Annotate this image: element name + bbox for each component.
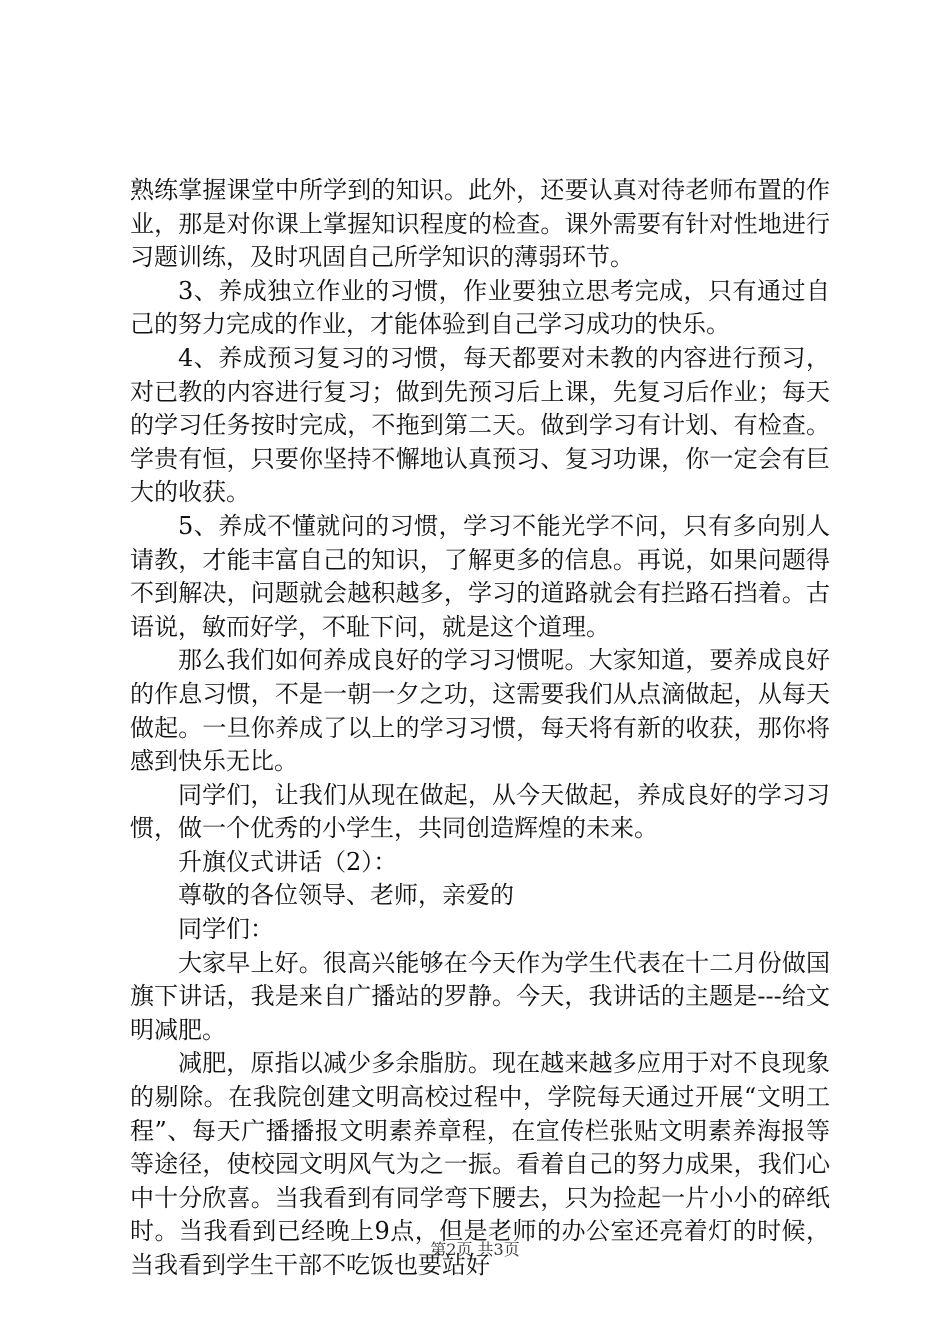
paragraph-weight-loss: 减肥，原指以减少多余脂肪。现在越来越多应用于对不良现象的剔除。在我院创建文明高校过程中，学院每天通过开展“文明工程”、每天广播播报文明素养章程，在宣传栏张贴文明素养海报等等途径，使校园文明风气为之一振。看着自己的努力成果，我们心中十分欣喜。当我看到有同学弯下腰去，只为捡起一片小小的碎纸时。当我看到已经晚上9点，但是老师的办公室还亮着灯的时候，当我看到学生干部不吃饭也要站好 bbox=[130, 1049, 830, 1279]
document-body bbox=[130, 174, 830, 1283]
paragraph-habit-4: 4、养成预习复习的习惯，每天都要对未教的内容进行预习，对已教的内容进行复习；做到先预习后上课，先复习后作业；每天的学习任务按时完成，不拖到第二天。做到学习有计划、有检查。学贵有恒，只要你坚持不懈地认真预习、复习功课，你一定会有巨大的收获。 bbox=[130, 343, 830, 507]
paragraph-continuation: 熟练掌握课堂中所学到的知识。此外，还要认真对待老师布置的作业，那是对你课上掌握知识程度的检查。课外需要有针对性地进行习题训练，及时巩固自己所学知识的薄弱环节。 bbox=[130, 176, 830, 272]
paragraph-how-to: 那么我们如何养成良好的学习习惯呢。大家知道，要养成良好的作息习惯，不是一朝一夕之功，这需要我们从点滴做起，从每天做起。一旦你养成了以上的学习习惯，每天将有新的收获，那你将感到快乐无比。 bbox=[130, 646, 830, 776]
salutation-line-1: 尊敬的各位领导、老师，亲爱的 bbox=[178, 881, 514, 910]
paragraph-habit-5: 5、养成不懂就问的习惯，学习不能光学不问，只有多向别人请教，才能丰富自己的知识，了解更多的信息。再说，如果问题得不到解决，问题就会越积越多，学习的道路就会有拦路石挡着。古语说，敏而好学，不耻下问，就是这个道理。 bbox=[130, 511, 830, 641]
section-heading: 升旗仪式讲话（2）： bbox=[178, 847, 398, 876]
paragraph-call-to-action: 同学们，让我们从现在做起，从今天做起，养成良好的学习习惯，做一个优秀的小学生，共同创造辉煌的未来。 bbox=[130, 780, 830, 843]
paragraph-greeting: 大家早上好。很高兴能够在今天作为学生代表在十二月份做国旗下讲话，我是来自广播站的罗静。今天，我讲话的主题是---给文明减肥。 bbox=[130, 948, 830, 1044]
salutation-line-2: 同学们： bbox=[178, 915, 274, 944]
paragraph-habit-3: 3、养成独立作业的习惯，作业要独立思考完成，只有通过自己的努力完成的作业，才能体验到自己学习成功的快乐。 bbox=[130, 276, 830, 339]
page-footer: 第2页 共3页 bbox=[430, 1240, 520, 1259]
